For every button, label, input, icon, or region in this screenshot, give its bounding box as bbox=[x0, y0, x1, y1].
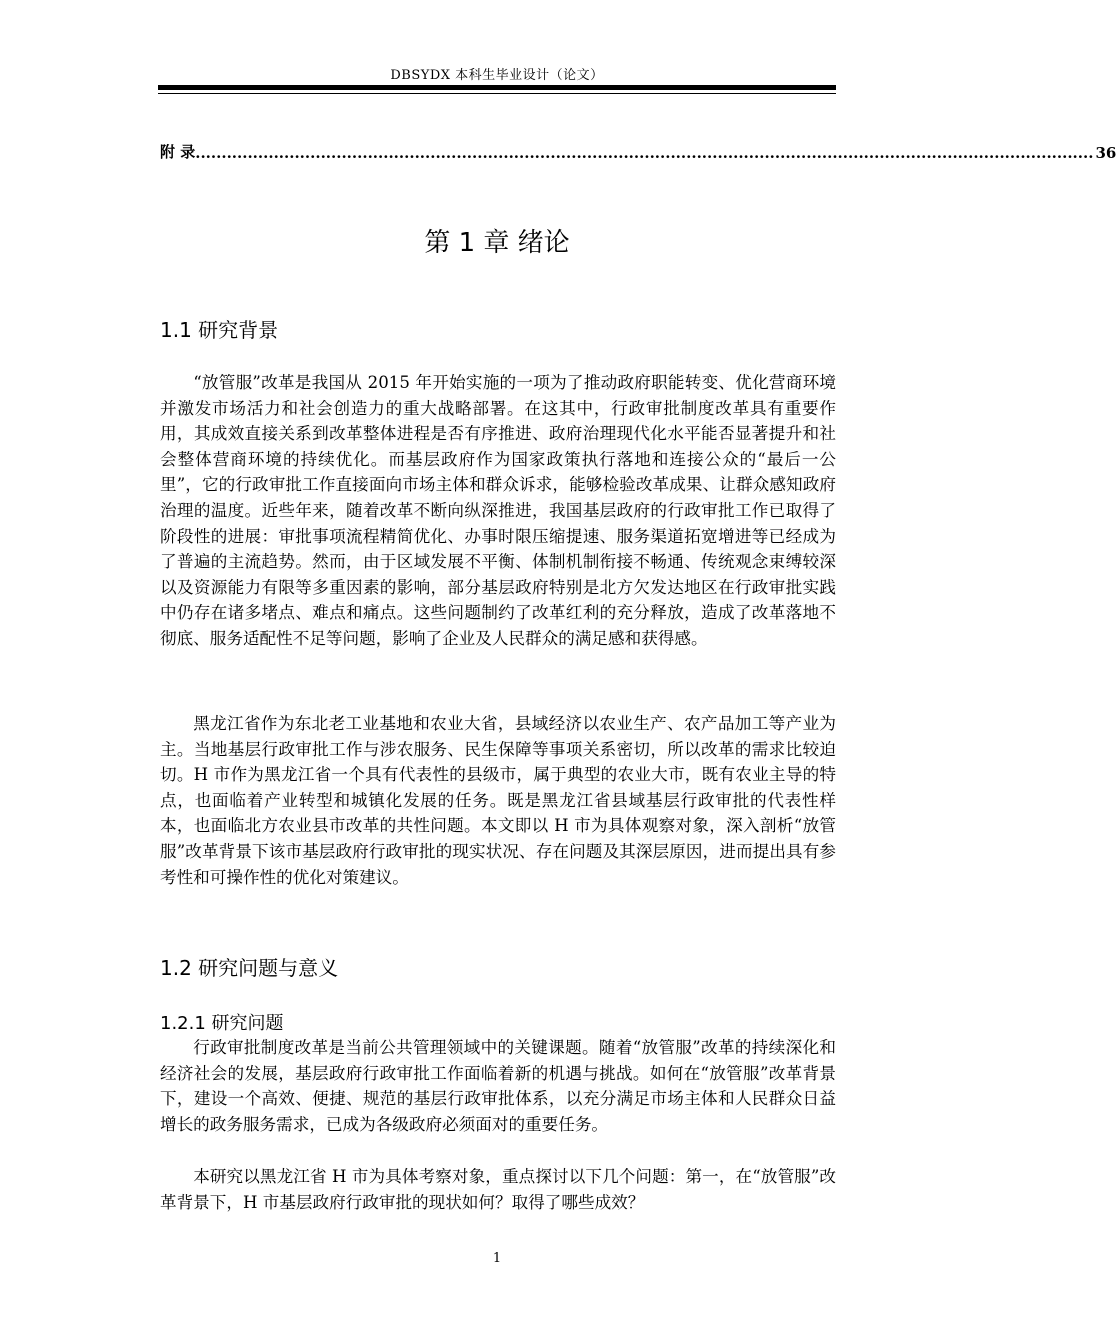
paragraph-background-1: “放管服”改革是我国从 2015 年开始实施的一项为了推动政府职能转变、优化营商环境并激发市场活力和社会创造力的重大战略部署。在这其中，行政审批制度改革具有重要作用，其成效直接关系到改革整体进程是否有序推进、政府治理现代化水平能否显著提升和社会整体营商环境的持续优化。而基层政府作为国家政策执行落地和连接公众的“最后一公里”，它的行政审批工作直接面向市场主体和群众诉求，能够检验改革成果、让群众感知政府治理的温度。近些年来，随着改革不断向纵深推进，我国基层政府的行政审批工作已取得了阶段性的进展：审批事项流程精简优化、办事时限压缩提速、服务渠道拓宽增进等已经成为了普遍的主流趋势。然而，由于区域发展不平衡、体制机制衔接不畅通、传统观念束缚较深以及资源能力有限等多重因素的影响，部分基层政府特别是北方欠发达地区在行政审批实践中仍存在诸多堵点、难点和痛点。这些问题制约了改革红利的充分释放，造成了改革落地不彻底、服务适配性不足等问题，影响了企业及人民群众的满足感和获得感。 bbox=[160, 373, 836, 648]
paragraph-research-question-2: 本研究以黑龙江省 H 市为具体考察对象，重点探讨以下几个问题：第一，在“放管服”改革背景下，H 市基层政府行政审批的现状如何？取得了哪些成效？ bbox=[160, 1167, 836, 1212]
toc-label: 附 录 bbox=[160, 143, 196, 161]
section-heading-1-2: 1.2 研究问题与意义 bbox=[160, 956, 339, 980]
chapter-title: 第 1 章 绪论 bbox=[424, 228, 570, 258]
toc-leader-dots: ............................................................................................................................................................................ bbox=[195, 144, 1094, 162]
toc-entry-appendix bbox=[160, 140, 1116, 162]
header-rule-thick bbox=[158, 85, 836, 90]
subsection-heading-1-2-1: 1.2.1 研究问题 bbox=[160, 1013, 284, 1034]
page-number: 1 bbox=[492, 1251, 502, 1266]
running-header: DBSYDX 本科生毕业设计（论文） bbox=[390, 68, 604, 83]
section-heading-1-1: 1.1 研究背景 bbox=[160, 318, 279, 342]
toc-page-number: 36 bbox=[1095, 144, 1116, 162]
paragraph-research-question-1: 行政审批制度改革是当前公共管理领域中的关键课题。随着“放管服”改革的持续深化和经济社会的发展，基层政府行政审批工作面临着新的机遇与挑战。如何在“放管服”改革背景下，建设一个高效、便捷、规范的基层行政审批体系，以充分满足市场主体和人民群众日益增长的政务服务需求，已成为各级政府必须面对的重要任务。 bbox=[160, 1038, 836, 1134]
header-rule-thin bbox=[158, 93, 836, 94]
paragraph-background-2: 黑龙江省作为东北老工业基地和农业大省，县域经济以农业生产、农产品加工等产业为主。当地基层行政审批工作与涉农服务、民生保障等事项关系密切，所以改革的需求比较迫切。H 市作为黑龙江省一个具有代表性的县级市，属于典型的农业大市，既有农业主导的特点，也面临着产业转型和城镇化发展的任务。既是黑龙江省县域基层行政审批的代表性样本，也面临北方农业县市改革的共性问题。本文即以 H 市为具体观察对象，深入剖析“放管服”改革背景下该市基层政府行政审批的现实状况、存在问题及其深层原因，进而提出具有参考性和可操作性的优化对策建议。 bbox=[160, 714, 836, 887]
